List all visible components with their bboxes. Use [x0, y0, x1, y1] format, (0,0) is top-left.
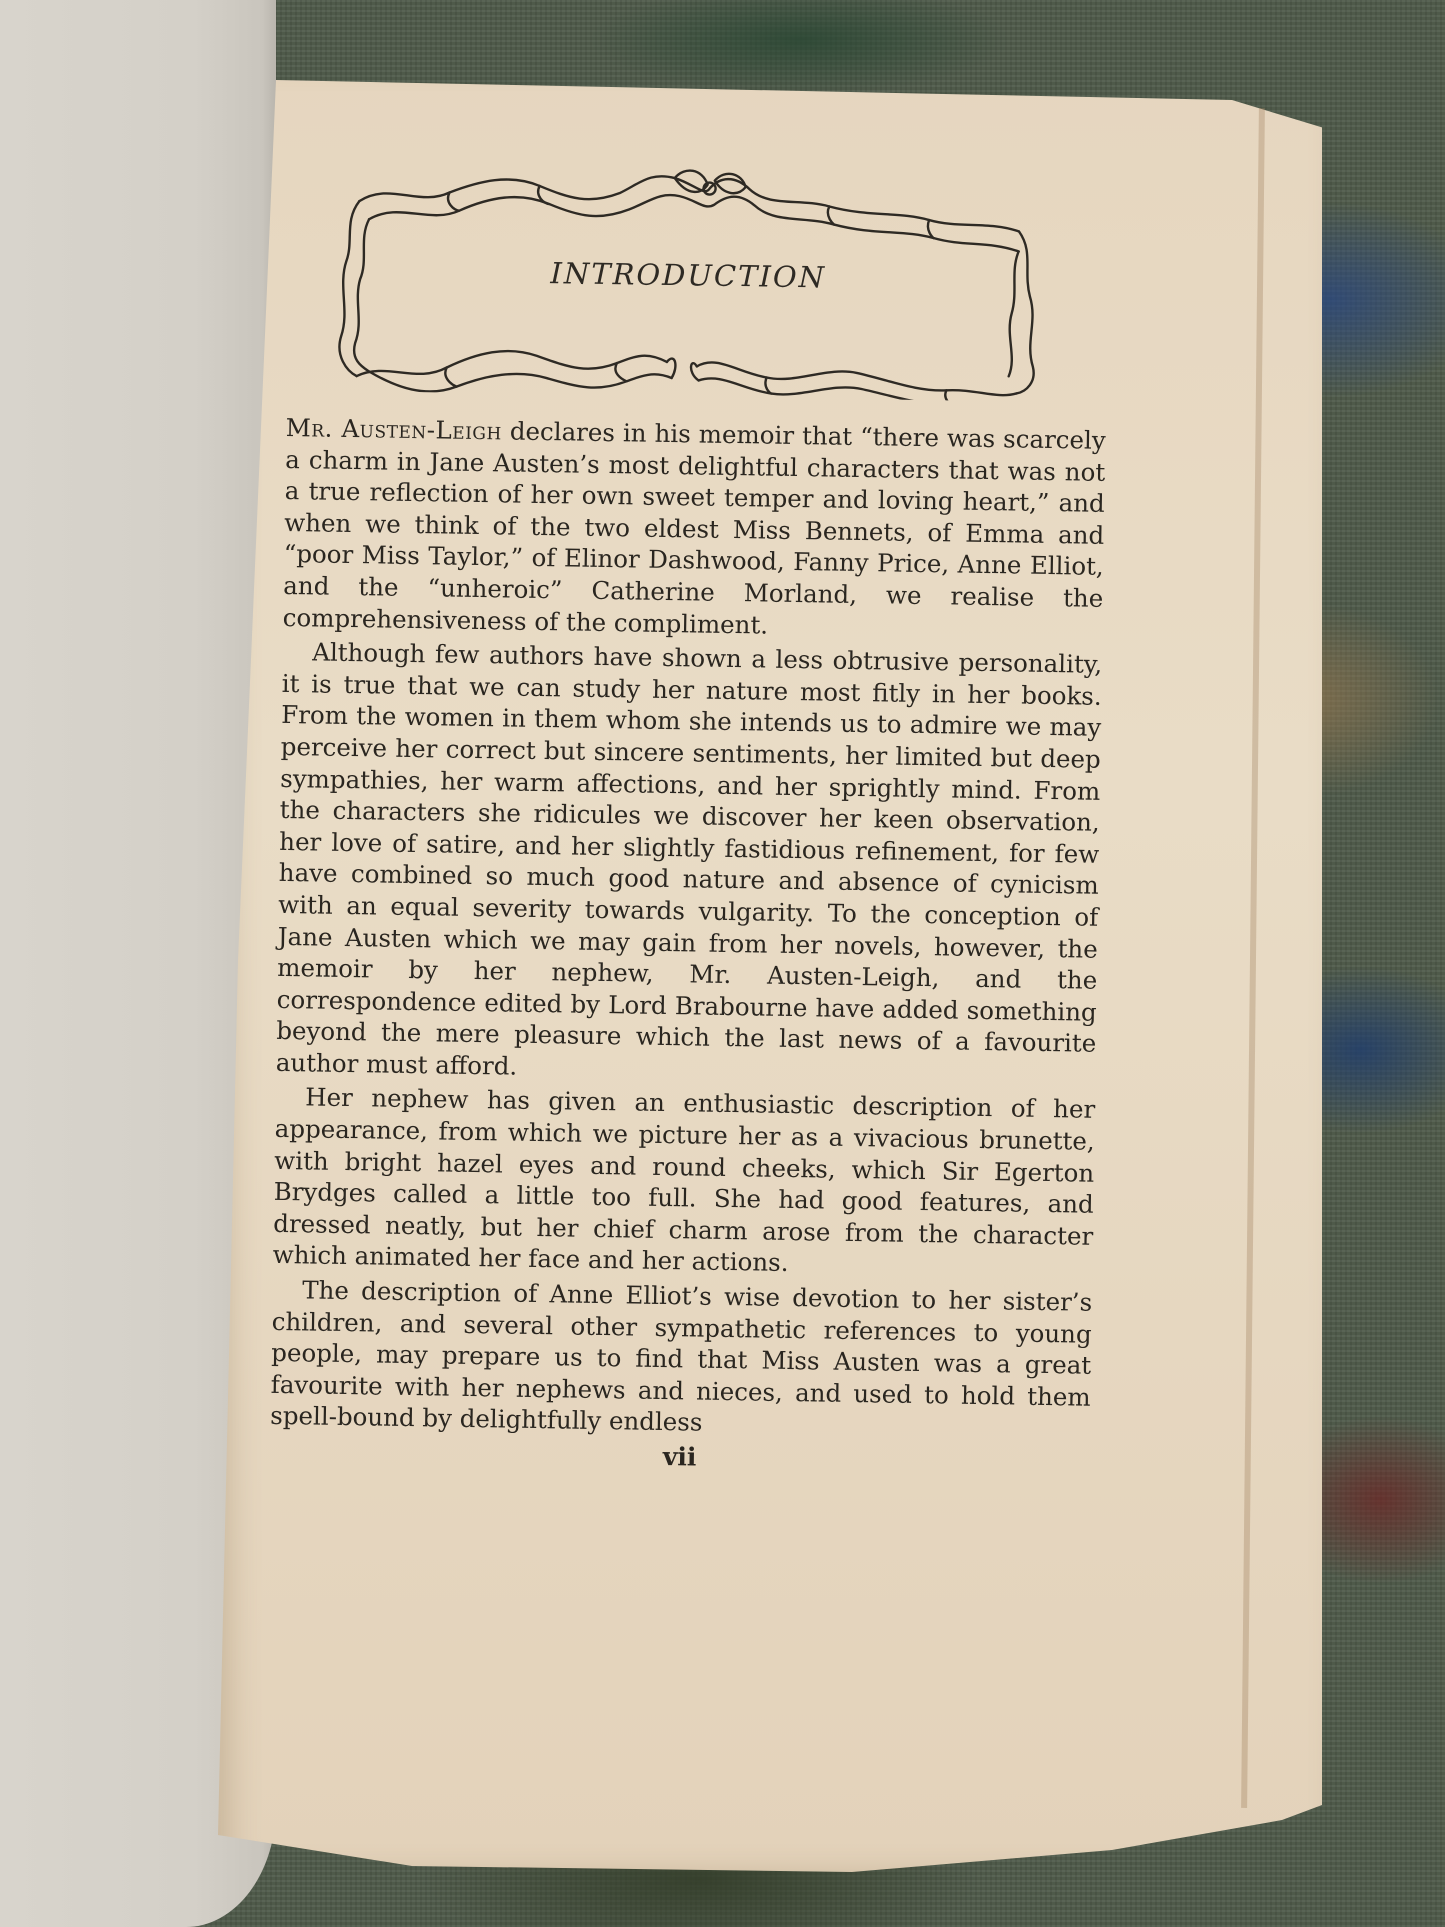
chapter-heading: INTRODUCTION [550, 256, 827, 295]
page-content [270, 160, 1110, 1478]
paragraph-1 [283, 412, 1106, 646]
paragraph-4: The description of Anne Elliot’s wise devotion to her sister’s children, and several other sympathetic references to young people, may prepare us to find that Miss Austen was a great favourite with her nephews and nieces, and used to hold them spell-bound by delightfully endless [270, 1275, 1093, 1438]
body-text [270, 412, 1106, 1445]
opening-smallcaps: Mr. Austen-Leigh [285, 412, 503, 446]
page-number: vii [662, 1442, 697, 1472]
ribbon-cartouche [326, 161, 1050, 402]
paragraph-2: Although few authors have shown a less obtrusive personality, it is true that we can study her nature most fitly in her books. From the women in them whom she intends us to admire we may perceive her correct but sincere sentiments, her limited but deep sympathies, her warm affections, and her sprightly mind. From the characters she ridicules we discover her keen observation, her love of satire, and her slightly fastidious refinement, for few have combined so much good nature and absence of cynicism with an equal severity towards vulgarity. To the conception of Jane Austen which we may gain from her novels, however, the memoir by her nephew, Mr. Austen-Leigh, and the correspondence edited by Lord Brabourne have added something beyond the mere pleasure which the last news of a favourite author must afford. [275, 637, 1103, 1081]
paragraph-3: Her nephew has given an enthusiastic description of her appearance, from which we picture her as a vivacious brunette, with bright hazel eyes and round cheeks, which Sir Egerton Brydges called a little too full. She had good features, and dressed neatly, but her chief charm arose from the character which animated her face and her actions. [272, 1082, 1096, 1278]
paragraph-1-text: declares in his memoir that “there was scarcely a charm in Jane Austen’s most delightful characters that was not a true reflection of her own sweet temper and loving heart,” and when we think of the two eldest Miss Bennets, of Emma and “poor Miss Taylor,” of Elinor Dashwood, Fanny Price, Anne Elliot, and the “unheroic” Catherine Morland, we realise the comprehensiveness of the compliment. [282, 416, 1106, 640]
